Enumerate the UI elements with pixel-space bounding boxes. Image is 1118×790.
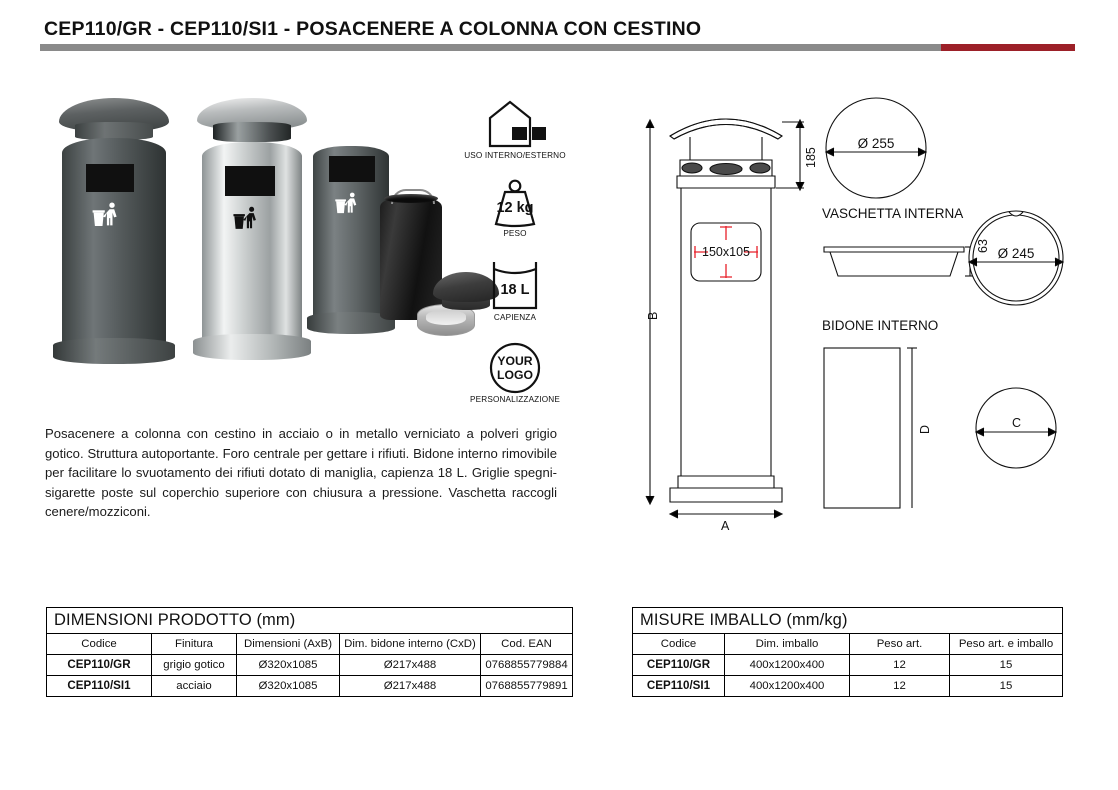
cell-ean: 0768855779891 (481, 676, 573, 697)
cell-bidone: Ø217x488 (340, 676, 481, 697)
bidone-section-title: BIDONE INTERNO (822, 318, 939, 333)
tray-height-label: 63 (976, 239, 990, 253)
col-header-dimensioni: Dimensioni (AxB) (237, 634, 340, 655)
cell-dim-imballo: 400x1200x400 (725, 676, 850, 697)
cell-dimensioni: Ø320x1085 (237, 655, 340, 676)
table-header-row (633, 634, 1063, 655)
cell-bidone: Ø217x488 (340, 655, 481, 676)
icon-caption: USO INTERNO/ESTERNO (464, 151, 566, 160)
table-header-row (47, 634, 573, 655)
top-circle-dimension-text: Ø 255 (857, 136, 895, 151)
col-header-peso-art: Peso art. (850, 634, 950, 655)
table-title: MISURE IMBALLO (mm/kg) (633, 608, 1063, 634)
litter-pictogram (90, 202, 122, 228)
table-row (633, 655, 1063, 676)
logo-value-line1: YOUR (497, 354, 533, 368)
cell-peso-imballo: 15 (950, 676, 1063, 697)
table-title: DIMENSIONI PRODOTTO (mm) (47, 608, 573, 634)
cell-codice: CEP110/SI1 (633, 676, 725, 697)
bin-base (193, 334, 311, 360)
table-row (47, 676, 573, 697)
cell-codice: CEP110/GR (633, 655, 725, 676)
litter-pictogram (333, 192, 361, 215)
bucket-handle (391, 189, 435, 204)
cell-dim-imballo: 400x1200x400 (725, 655, 850, 676)
dim-a-label: A (721, 519, 730, 533)
col-header-codice: Codice (633, 634, 725, 655)
feature-icon-personalization (455, 342, 575, 404)
product-photo-group (45, 72, 450, 372)
feature-icon-weight (455, 178, 575, 238)
product-dimensions-table-wrap (46, 607, 573, 697)
technical-drawing (628, 90, 1088, 540)
weight-value: 12 kg (496, 200, 534, 216)
bin-neck (213, 122, 291, 142)
product-photo-grey (53, 92, 175, 364)
col-header-dim-imballo: Dim. imballo (725, 634, 850, 655)
cell-peso-art: 12 (850, 676, 950, 697)
cell-codice: CEP110/GR (47, 655, 152, 676)
product-photo-steel (193, 98, 311, 360)
packaging-table (632, 607, 1063, 697)
col-header-finitura: Finitura (152, 634, 237, 655)
capacity-icon (455, 260, 575, 312)
cell-ean: 0768855779884 (481, 655, 573, 676)
feature-icon-usage (455, 96, 575, 160)
opening-dimension-text: 150x105 (702, 245, 750, 259)
icon-caption: PERSONALIZZAZIONE (470, 395, 560, 404)
product-dimensions-table (46, 607, 573, 697)
cell-codice: CEP110/SI1 (47, 676, 152, 697)
packaging-table-wrap (632, 607, 1063, 697)
dim-c-label: C (1012, 416, 1022, 430)
tray-circle-dimension-text: Ø 245 (997, 246, 1035, 261)
bin-opening-panel (225, 166, 275, 196)
dim-b-label: B (646, 311, 660, 320)
house-icon (455, 96, 575, 148)
bin-base (53, 338, 175, 364)
cell-peso-art: 12 (850, 655, 950, 676)
col-header-bidone: Dim. bidone interno (CxD) (340, 634, 481, 655)
dim-185-label: 185 (804, 147, 818, 168)
logo-value-line2: LOGO (497, 367, 533, 382)
cell-finitura: acciaio (152, 676, 237, 697)
col-header-codice: Codice (47, 634, 152, 655)
icon-caption: CAPIENZA (493, 313, 537, 322)
cell-peso-imballo: 15 (950, 655, 1063, 676)
bin-opening-panel (86, 164, 134, 192)
capacity-value: 18 L (500, 282, 530, 298)
table-title-row (47, 608, 573, 634)
cell-dimensioni: Ø320x1085 (237, 676, 340, 697)
col-header-ean: Cod. EAN (481, 634, 573, 655)
header-rule (40, 44, 1075, 51)
weight-icon (455, 178, 575, 228)
vaschetta-section-title: VASCHETTA INTERNA (822, 206, 964, 221)
table-row (47, 655, 573, 676)
product-description: Posacenere a colonna con cestino in acciaio o in metallo verniciato a polveri grigio gotico. Struttura autoportante. Foro centrale per gettare i rifiuti. Bidone interno rimovibile per facilitare lo svuotamento dei rifiuti dotato di maniglia, capienza 18 L. Griglie spegni-sigarette poste sul coperchio superiore con chiusura a pressione. Vaschetta raccogli cenere/mozziconi. (45, 426, 557, 520)
col-header-peso-imballo: Peso art. e imballo (950, 634, 1063, 655)
bin-opening-panel (329, 156, 375, 182)
icon-caption: PESO (503, 229, 527, 238)
table-title-row (633, 608, 1063, 634)
product-photo-inner-bin (380, 198, 442, 320)
table-row (633, 676, 1063, 697)
feature-icon-capacity (455, 260, 575, 322)
header-rule-accent (941, 44, 1075, 51)
page-title: CEP110/GR - CEP110/SI1 - POSACENERE A COLONNA CON CESTINO (44, 18, 702, 40)
dim-d-label: D (918, 424, 932, 434)
logo-icon (455, 342, 575, 394)
litter-pictogram (231, 206, 261, 231)
cell-finitura: grigio gotico (152, 655, 237, 676)
